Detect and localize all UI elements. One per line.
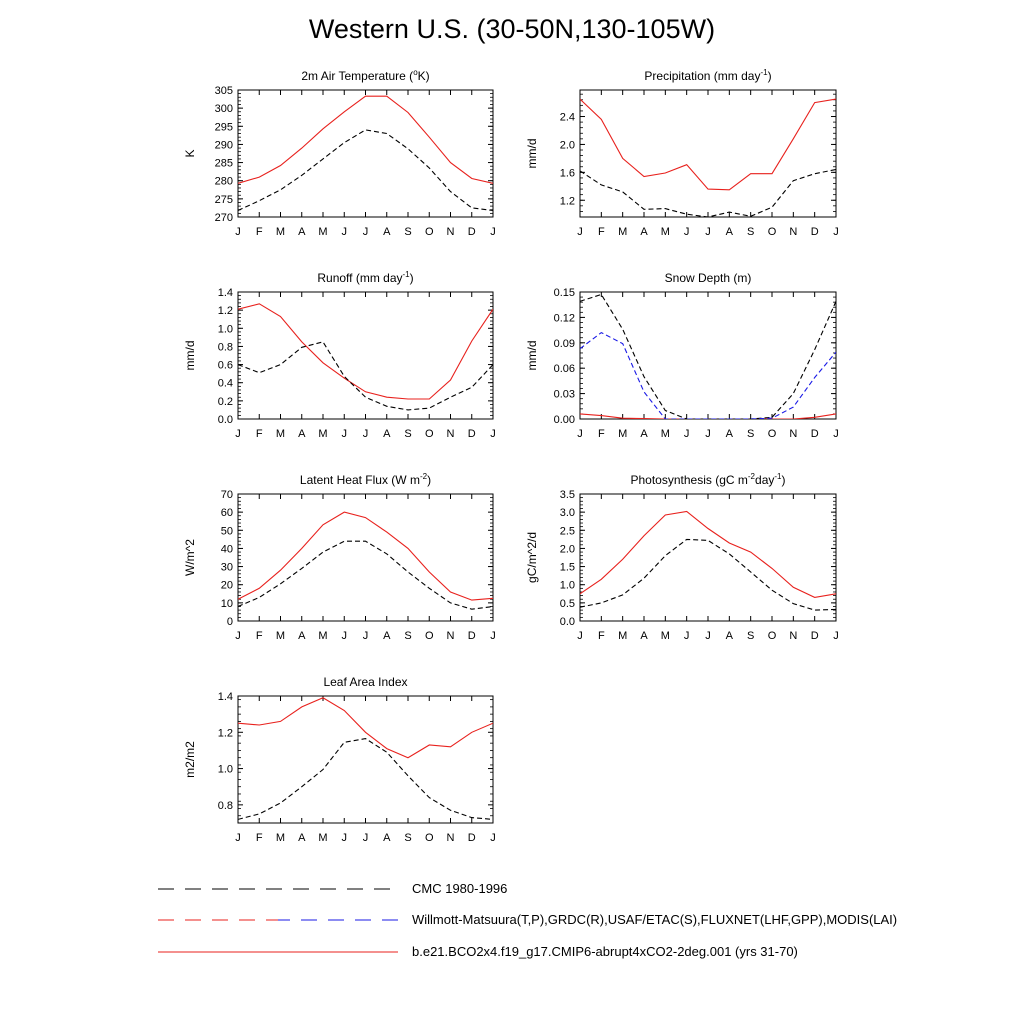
y-tick-label: 2.5 (559, 525, 575, 538)
y-tick-label: 10 (220, 597, 233, 610)
y-tick-label: 290 (214, 139, 233, 152)
x-tick-label: D (467, 226, 476, 238)
panel-3 (183, 270, 496, 440)
y-tick-label: 30 (220, 561, 233, 574)
y-tick-label: 1.4 (217, 287, 233, 299)
x-tick-label: N (446, 630, 455, 642)
series-line-obs (238, 130, 493, 211)
panel-4 (525, 271, 839, 440)
x-tick-label: D (810, 630, 819, 642)
y-tick-label: 275 (214, 193, 233, 206)
y-tick-label: 0.12 (553, 312, 575, 325)
legend-label-model: b.e21.BCO2x4.f19_g17.CMIP6-abrupt4xCO2-2deg.001 (yrs 31-70) (412, 944, 798, 959)
y-tick-label: 270 (214, 212, 233, 224)
plot-frame (580, 90, 836, 217)
x-tick-label: A (383, 630, 391, 642)
x-tick-label: M (318, 630, 328, 642)
legend-label-cmc: CMC 1980-1996 (412, 881, 508, 896)
x-tick-label: D (810, 428, 819, 440)
x-tick-label: D (810, 226, 819, 238)
x-tick-label: J (490, 630, 496, 642)
x-tick-label: J (833, 428, 839, 440)
y-tick-label: 50 (220, 525, 233, 538)
series-line-model (238, 96, 493, 183)
x-tick-label: M (660, 428, 670, 440)
y-axis-label: mm/d (525, 340, 539, 371)
x-tick-label: N (789, 226, 798, 238)
x-tick-label: M (318, 428, 328, 440)
x-tick-label: J (683, 428, 690, 440)
x-tick-label: J (683, 226, 690, 238)
panel-title: Precipitation (mm day$^{-1}$) (644, 68, 772, 83)
y-tick-label: 0.4 (217, 377, 233, 390)
panel-title: Photosynthesis (gC $m^{-2}day^{-1}$) (630, 472, 786, 487)
x-tick-label: M (618, 630, 628, 642)
y-tick-label: 3.5 (559, 489, 575, 501)
y-axis-label: W/m^2 (183, 539, 197, 576)
x-tick-label: A (640, 428, 648, 440)
x-tick-label: D (467, 428, 476, 440)
x-tick-label: A (640, 226, 648, 238)
x-tick-label: S (404, 428, 412, 440)
y-tick-label: 2.0 (559, 139, 575, 152)
y-tick-label: 0.09 (553, 337, 575, 350)
y-tick-label: 0.8 (217, 799, 233, 812)
x-tick-label: J (490, 832, 496, 844)
x-tick-label: M (618, 226, 628, 238)
x-tick-label: O (767, 428, 777, 440)
x-tick-label: F (597, 428, 605, 440)
x-tick-label: J (362, 226, 369, 238)
series-line-model (238, 304, 493, 399)
panel-title: Runoff (mm day$^{-1}$) (317, 270, 414, 285)
x-tick-label: N (789, 428, 798, 440)
panel-title: Snow Depth (m) (664, 271, 752, 285)
panel-title: Latent Heat Flux (W $m^{-2}$) (299, 472, 432, 487)
x-tick-label: O (424, 226, 434, 238)
x-tick-label: N (789, 630, 798, 642)
y-tick-label: 305 (214, 85, 233, 97)
x-tick-label: F (255, 226, 263, 238)
y-tick-label: 295 (214, 121, 233, 134)
series-line-cmc (580, 333, 836, 419)
y-tick-label: 2.4 (559, 111, 575, 124)
x-tick-label: J (833, 630, 839, 642)
y-tick-label: 70 (220, 489, 233, 501)
x-tick-label: O (767, 226, 777, 238)
figure-title: Western U.S. (30-50N,130-105W) (308, 14, 716, 44)
x-tick-label: J (341, 226, 347, 238)
y-tick-label: 1.2 (559, 195, 575, 208)
x-tick-label: A (383, 226, 391, 238)
x-tick-label: J (490, 226, 496, 238)
x-tick-label: J (577, 226, 583, 238)
y-tick-label: 1.2 (217, 305, 233, 318)
y-tick-label: 60 (220, 507, 233, 520)
x-tick-label: J (577, 630, 583, 642)
y-tick-label: 285 (214, 157, 233, 170)
x-tick-label: M (275, 832, 286, 844)
y-tick-label: 40 (220, 543, 233, 556)
x-tick-label: A (640, 630, 648, 642)
y-tick-label: 280 (214, 175, 233, 188)
x-tick-label: J (235, 226, 241, 238)
x-tick-label: A (298, 226, 306, 238)
series-line-model (238, 698, 493, 758)
x-tick-label: J (341, 832, 347, 844)
y-tick-label: 0.00 (553, 414, 575, 426)
x-tick-label: M (318, 832, 328, 844)
panel-1 (183, 68, 496, 238)
x-tick-label: S (404, 832, 412, 844)
x-tick-label: M (660, 226, 670, 238)
x-tick-label: O (424, 428, 434, 440)
y-axis-label: gC/m^2/d (525, 532, 539, 583)
x-tick-label: J (490, 428, 496, 440)
y-tick-label: 0.8 (217, 341, 233, 354)
x-tick-label: J (705, 428, 711, 440)
x-tick-label: M (275, 428, 286, 440)
y-tick-label: 1.5 (559, 561, 575, 574)
y-tick-label: 0.2 (217, 395, 233, 408)
x-tick-label: J (705, 226, 711, 238)
y-tick-label: 0.0 (217, 414, 233, 426)
x-tick-label: J (577, 428, 583, 440)
y-tick-label: 1.2 (217, 727, 233, 740)
x-tick-label: J (341, 428, 347, 440)
plot-frame (238, 292, 493, 419)
plot-frame (238, 90, 493, 217)
plot-frame (580, 292, 836, 419)
plot-frame (580, 494, 836, 621)
x-tick-label: J (362, 630, 369, 642)
x-tick-label: N (446, 832, 455, 844)
x-tick-label: A (298, 428, 306, 440)
x-tick-label: O (424, 832, 434, 844)
y-tick-label: 0 (226, 616, 233, 628)
y-axis-label: mm/d (525, 138, 539, 169)
y-tick-label: 1.0 (559, 579, 575, 592)
plot-frame (238, 494, 493, 621)
x-tick-label: J (833, 226, 839, 238)
x-tick-label: J (235, 428, 241, 440)
x-tick-label: N (446, 226, 455, 238)
y-tick-label: 2.0 (559, 543, 575, 556)
y-axis-label: mm/d (183, 340, 197, 371)
x-tick-label: D (467, 630, 476, 642)
x-tick-label: S (404, 630, 412, 642)
y-tick-label: 1.0 (217, 763, 233, 776)
y-tick-label: 0.6 (217, 359, 233, 372)
y-tick-label: 3.0 (559, 507, 575, 520)
y-tick-label: 300 (214, 103, 233, 116)
x-tick-label: M (318, 226, 328, 238)
panel-2 (525, 68, 839, 238)
x-tick-label: A (383, 428, 391, 440)
plot-frame (238, 696, 493, 823)
x-tick-label: A (725, 630, 734, 642)
legend-label-obs: Willmott-Matsuura(T,P),GRDC(R),USAF/ETAC(S),FLUXNET(LHF,GPP),MODIS(LAI) (412, 912, 898, 927)
x-tick-label: F (255, 428, 263, 440)
x-tick-label: J (235, 630, 241, 642)
y-tick-label: 0.0 (559, 616, 575, 628)
x-tick-label: J (362, 832, 369, 844)
series-line-obs (238, 739, 493, 820)
x-tick-label: A (383, 832, 391, 844)
y-tick-label: 0.5 (559, 597, 575, 610)
x-tick-label: O (424, 630, 434, 642)
y-tick-label: 0.03 (553, 388, 575, 401)
panel-7 (183, 675, 496, 844)
x-tick-label: O (767, 630, 777, 642)
panel-title: Leaf Area Index (323, 675, 408, 689)
y-axis-label: K (183, 149, 197, 158)
x-tick-label: A (298, 630, 306, 642)
y-tick-label: 1.0 (217, 323, 233, 336)
x-tick-label: D (467, 832, 476, 844)
y-axis-label: m2/m2 (183, 741, 197, 778)
x-tick-label: J (705, 630, 711, 642)
x-tick-label: A (298, 832, 306, 844)
panel-6 (525, 472, 839, 642)
x-tick-label: M (660, 630, 670, 642)
series-line-obs (580, 539, 836, 610)
x-tick-label: N (446, 428, 455, 440)
series-line-model (580, 99, 836, 190)
x-tick-label: A (725, 428, 734, 440)
panel-5 (183, 472, 496, 642)
series-line-obs (580, 170, 836, 218)
y-tick-label: 0.06 (553, 363, 575, 376)
x-tick-label: J (341, 630, 347, 642)
x-tick-label: M (275, 630, 286, 642)
x-tick-label: F (255, 630, 263, 642)
x-tick-label: M (618, 428, 628, 440)
x-tick-label: S (746, 428, 755, 440)
series-line-obs (238, 541, 493, 609)
x-tick-label: J (683, 630, 690, 642)
x-tick-label: J (235, 832, 241, 844)
x-tick-label: F (255, 832, 263, 844)
series-line-model (580, 511, 836, 597)
x-tick-label: F (597, 630, 605, 642)
series-line-obs (238, 342, 493, 410)
y-tick-label: 1.6 (559, 167, 575, 180)
x-tick-label: S (746, 630, 755, 642)
x-tick-label: S (404, 226, 412, 238)
y-tick-label: 0.15 (553, 287, 575, 299)
x-tick-label: S (746, 226, 755, 238)
x-tick-label: A (725, 226, 734, 238)
y-tick-label: 20 (220, 579, 233, 592)
y-tick-label: 1.4 (217, 691, 233, 703)
x-tick-label: F (597, 226, 605, 238)
panel-title: 2m Air Temperature ($^o$K) (301, 68, 430, 83)
x-tick-label: J (362, 428, 369, 440)
x-tick-label: M (275, 226, 286, 238)
